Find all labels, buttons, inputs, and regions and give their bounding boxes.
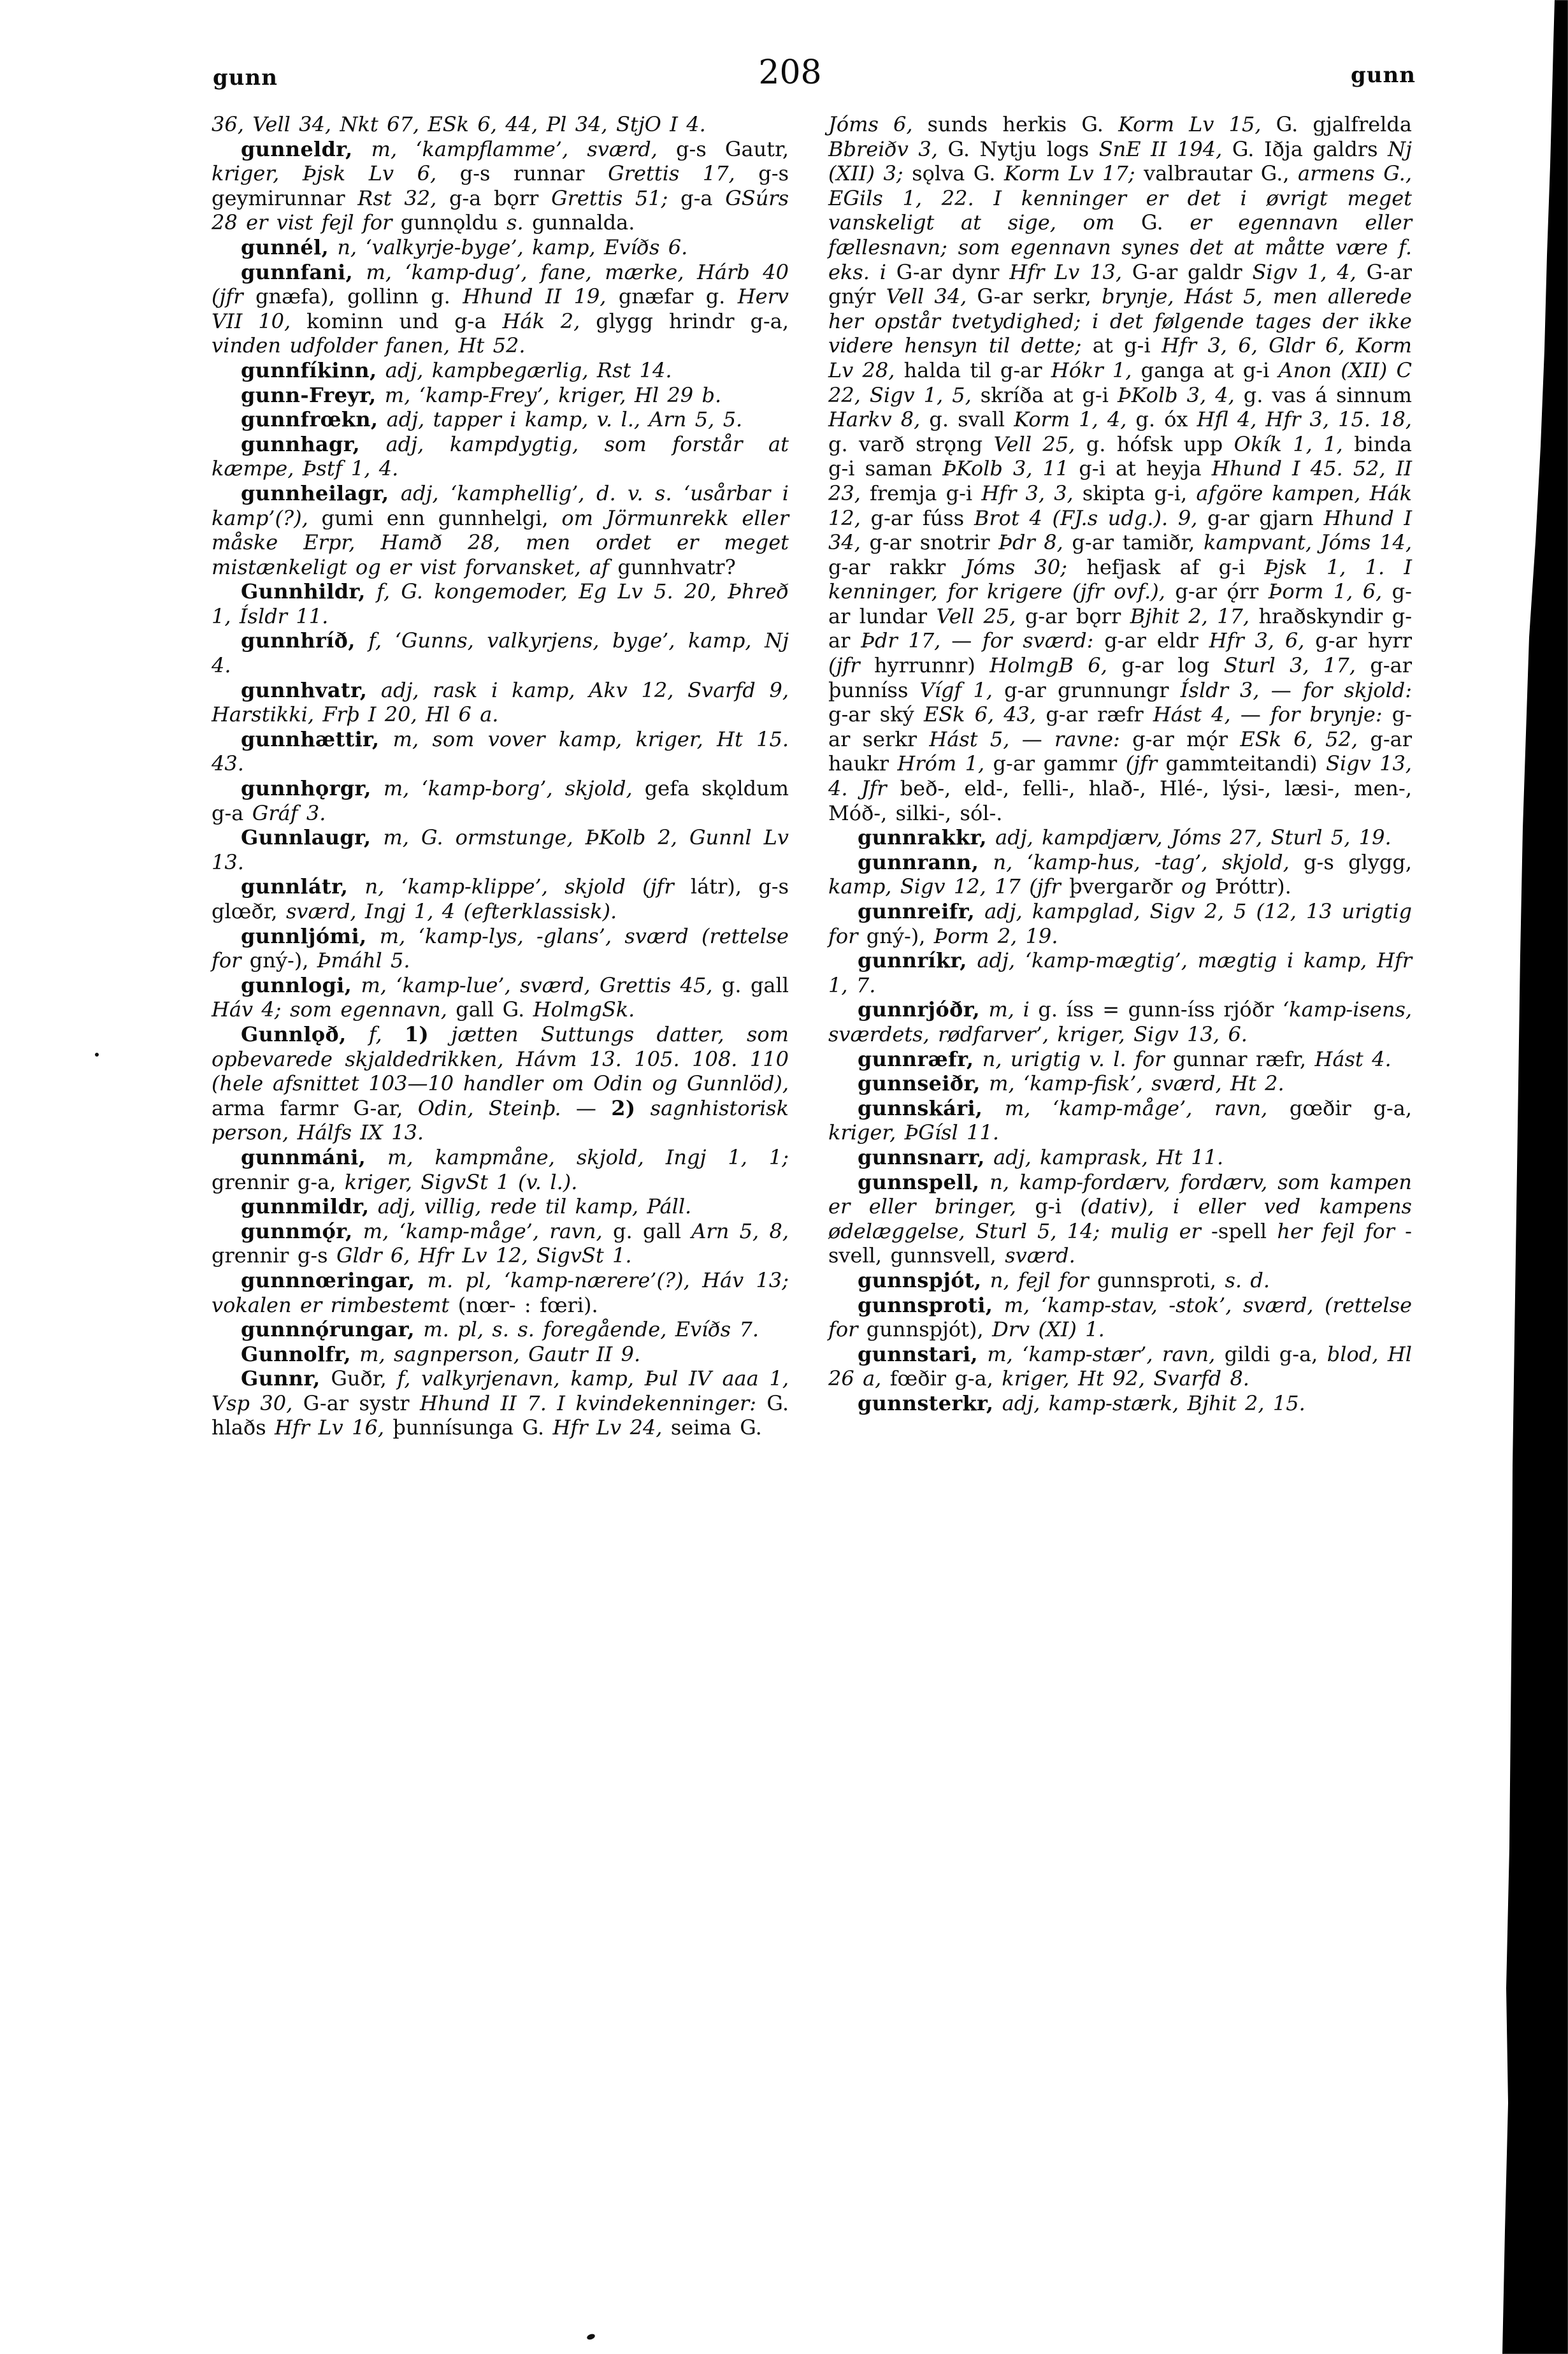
dictionary-entry: Gunnhildr, f, G. kongemoder, Eg Lv 5. 20, Þhreð 1, Ísldr 11.	[212, 579, 789, 628]
dictionary-entry: gunnfrœkn, adj, tapper i kamp, v. l., Arn 5, 5.	[241, 407, 743, 432]
dictionary-entry: gunnél, n, ‘valkyrje-byge’, kamp, Evíðs 6.	[241, 235, 688, 259]
dictionary-entry: gunnríkr, adj, ‘kamp-mægtig’, mægtig i kamp, Hfr 1, 7.	[828, 948, 1413, 997]
dictionary-entry: gunnmǫ́r, m, ‘kamp-måge’, ravn, g. gall Arn 5, 8, grennir g-s Gldr 6, Hfr Lv 12, SigvSt 1.	[212, 1218, 789, 1268]
dictionary-entry: gunnsterkr, adj, kamp-stærk, Bjhit 2, 15.	[858, 1390, 1305, 1415]
running-head	[0, 54, 1568, 108]
dictionary-entry: gunnlátr, n, ‘kamp-klippe’, skjold (jfr látr), g-s glœðr, sværd, Ingj 1, 4 (efterklassisk).	[212, 874, 789, 923]
dictionary-entry: gunneldr, m, ‘kampflamme’, sværd, g-s Gautr, kriger, Þjsk Lv 6, g-s runnar Grettis 17, g-s geymirunnar Rst 32, g-a bǫrr Grettis 51; g-a GSúrs 28 er vist fejl for gunnǫldu s. gunnalda.	[212, 136, 789, 235]
dictionary-entry: gunnskári, m, ‘kamp-måge’, ravn, gœðir g-a, kriger, ÞGísl 11.	[828, 1095, 1412, 1145]
running-head-left-keyword: gunn	[213, 65, 278, 90]
page-number: 208	[758, 54, 822, 92]
dictionary-entry: gunnhríð, f, ‘Gunns, valkyrjens, byge’, kamp, Nj 4.	[212, 628, 789, 678]
dictionary-entry: 36, Vell 34, Nkt 67, ESk 6, 44, Pl 34, StjO I 4.	[212, 112, 706, 136]
dictionary-entry: gunnsnarr, adj, kamprask, Ht 11.	[858, 1145, 1224, 1169]
dictionary-entry: gunnrjóðr, m, i g. íss = gunn-íss rjóðr ‘kamp-isens, sværdets, rødfarver’, kriger, Sigv 13, 6.	[828, 997, 1413, 1046]
dictionary-entry: Gunnr, Guðr, f, valkyrjenavn, kamp, Þul IV aaa 1, Vsp 30, G-ar systr Hhund II 7. I kvindekenninger: G. hlaðs Hfr Lv 16, þunnísunga G. Hfr Lv 24, seima G.	[212, 1366, 789, 1440]
dictionary-entry: gunnfani, m, ‘kamp-dug’, fane, mærke, Hárb 40 (jfr gnæfa), gollinn g. Hhund II 19, gnæfar g. Herv VII 10, kominn und g-a Hák 2, glygg hrindr g-a, vinden udfolder fanen, Ht 52.	[212, 259, 789, 358]
dictionary-entry: gunnstari, m, ‘kamp-stær’, ravn, gildi g-a, blod, Hl 26 a, fœðir g-a, kriger, Ht 92, Svarfd 8.	[828, 1341, 1413, 1391]
dictionary-entry: Gunnlaugr, m, G. ormstunge, ÞKolb 2, Gunnl Lv 13.	[212, 825, 789, 874]
dictionary-entry: gunnljómi, m, ‘kamp-lys, -glans’, sværd (rettelse for gný-), Þmáhl 5.	[212, 923, 789, 973]
dictionary-entry: gunnhvatr, adj, rask i kamp, Akv 12, Svarfd 9, Harstikki, Frþ I 20, Hl 6 a.	[212, 677, 789, 727]
dictionary-entry: gunnnǫ́rungar, m. pl, s. s. foregående, Evíðs 7.	[241, 1317, 759, 1342]
dictionary-entry: gunnspell, n, kamp-fordærv, fordærv, som kampen er eller bringer, g-i (dativ), i eller ved kampens ødelæggelse, Sturl 5, 14; mulig er -spell her fejl for -svell, gunnsvell, sværd.	[828, 1169, 1412, 1268]
dictionary-entry: gunnheilagr, adj, ‘kamphellig’, d. v. s. ‘usårbar i kamp’(?), gumi enn gunnhelgi, om Jörmunrekk eller måske Erpr, Hamð 28, men ordet er meget mistænkeligt og er vist forvansket, af gunnhvatr?	[212, 480, 789, 579]
right-column	[828, 112, 1412, 1440]
dictionary-entry: Gunnolfr, m, sagnperson, Gautr II 9.	[241, 1341, 641, 1366]
dictionary-entry: gunnfíkinn, adj, kampbegærlig, Rst 14.	[241, 357, 672, 382]
dictionary-entry: gunnmildr, adj, villig, rede til kamp, Páll.	[241, 1194, 692, 1219]
dictionary-entry: gunnrann, n, ‘kamp-hus, -tag’, skjold, g-s glygg, kamp, Sigv 12, 17 (jfr þvergarðr og Þróttr).	[828, 849, 1413, 899]
dictionary-entry: gunnspjót, n, fejl for gunnsproti, s. d.	[858, 1267, 1270, 1292]
dictionary-entry: gunnseiðr, m, ‘kamp-fisk’, sværd, Ht 2.	[858, 1071, 1284, 1096]
dictionary-entry: gunnnœringar, m. pl, ‘kamp-nærere’(?), Háv 13; vokalen er rimbestemt (nœr- : fœri).	[212, 1267, 789, 1317]
dictionary-entry: Jóms 6, sunds herkis G. Korm Lv 15, G. gjalfrelda Bbreiðv 3, G. Nytju logs SnE II 194, G. Iðja galdrs Nj (XII) 3; sǫlva G. Korm Lv 17; valbrautar G., armens G., EGils 1, 22. I kenninger er det i øvrigt meget vanskeligt at sige, om G. er egennavn eller fællesnavn; som egennavn synes det at måtte være f. eks. i G-ar dynr Hfr Lv 13, G-ar galdr Sigv 1, 4, G-ar gnýr Vell 34, G-ar serkr, brynje, Hást 5, men allerede her opstår tvetydighed; i det følgende tages der ikke videre hensyn til dette; at g-i Hfr 3, 6, Gldr 6, Korm Lv 28, halda til g-ar Hókr 1, ganga at g-i Anon (XII) C 22, Sigv 1, 5, skríða at g-i ÞKolb 3, 4, g. vas á sinnum Harkv 8, g. svall Korm 1, 4, g. óx Hfl 4, Hfr 3, 15. 18, g. varð strǫng Vell 25, g. hófsk upp Okík 1, 1, binda g-i saman ÞKolb 3, 11 g-i at heyja Hhund I 45. 52, II 23, fremja g-i Hfr 3, 3, skipta g-i, afgöre kampen, Hák 12, g-ar fúss Brot 4 (FJ.s udg.). 9, g-ar gjarn Hhund I 34, g-ar snotrir Þdr 8, g-ar tamiðr, kampvant, Jóms 14, g-ar rakkr Jóms 30; hefjask af g-i Þjsk 1, 1. I kenninger, for krigere (jfr ovf.), g-ar ǫ́rr Þorm 1, 6, g-ar lundar Vell 25, g-ar bǫrr Bjhit 2, 17, hraðskyndir g-ar Þdr 17, — for sværd: g-ar eldr Hfr 3, 6, g-ar hyrr (jfr hyrrunnr) HolmgB 6, g-ar log Sturl 3, 17, g-ar þunníss Vígf 1, g-ar grunnungr Ísldr 3, — for skjold: g-ar ský ESk 6, 43, g-ar ræfr Hást 4, — for brynje: g-ar serkr Hást 5, — ravne: g-ar mǫ́r ESk 6, 52, g-ar haukr Hróm 1, g-ar gammr (jfr gammteitandi) Sigv 13, 4. Jfr beð-, eld-, felli-, hlað-, Hlé-, lýsi-, læsi-, men-, Móð-, silki-, sól-.	[828, 112, 1413, 825]
dictionary-entry: gunnhagr, adj, kampdygtig, som forstår at kæmpe, Þstf 1, 4.	[212, 431, 789, 481]
dictionary-entry: gunnsproti, m, ‘kamp-stav, -stok’, sværd, (rettelse for gunnspjót), Drv (XI) 1.	[828, 1292, 1413, 1342]
dictionary-entry: gunnhǫrgr, m, ‘kamp-borg’, skjold, gefa skǫldum g-a Gráf 3.	[212, 776, 789, 825]
dictionary-entry: gunnlogi, m, ‘kamp-lue’, sværd, Grettis 45, g. gall Háv 4; som egennavn, gall G. HolmgSk.	[212, 972, 789, 1022]
left-column	[212, 112, 789, 1440]
dictionary-entry: gunnræfr, n, urigtig v. l. for gunnar ræfr, Hást 4.	[858, 1046, 1392, 1071]
dictionary-entry: gunnreifr, adj, kampglad, Sigv 2, 5 (12, 13 urigtig for gný-), Þorm 2, 19.	[828, 899, 1412, 948]
ink-speck	[95, 1053, 99, 1057]
scan-edge-shadow	[1491, 0, 1568, 2354]
dictionary-text-block	[212, 112, 1412, 1440]
dictionary-entry: gunnhættir, m, som vover kamp, kriger, Ht 15. 43.	[212, 726, 789, 776]
ink-speck	[586, 2333, 596, 2341]
dictionary-entry: Gunnlǫð, f, 1) jætten Suttungs datter, som opbevarede skjaldedrikken, Hávm 13. 105. 108. 110 (hele afsnittet 103—10 handler om Odin og Gunnlöd), arma farmr G-ar, Odin, Steinþ. — 2) sagnhistorisk person, Hálfs IX 13.	[212, 1022, 789, 1145]
dictionary-entry: gunn-Freyr, m, ‘kamp-Frey’, kriger, Hl 29 b.	[241, 382, 722, 407]
dictionary-entry: gunnrakkr, adj, kampdjærv, Jóms 27, Sturl 5, 19.	[858, 825, 1392, 850]
running-head-right-keyword: gunn	[1351, 62, 1416, 88]
dictionary-entry: gunnmáni, m, kampmåne, skjold, Ingj 1, 1; grennir g-a, kriger, SigvSt 1 (v. l.).	[212, 1145, 789, 1194]
